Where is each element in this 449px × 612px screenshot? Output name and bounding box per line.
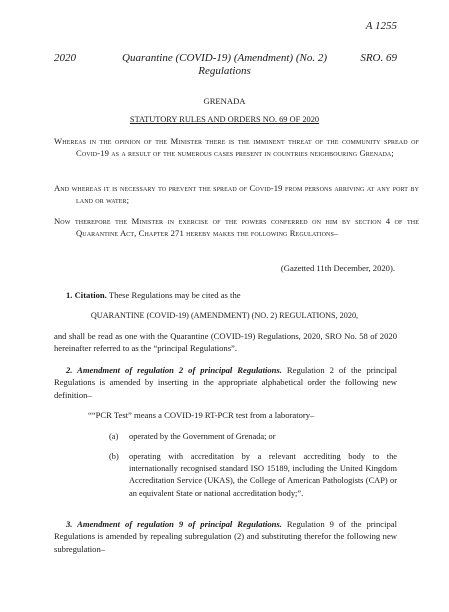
item-a-label: (a) — [109, 432, 119, 441]
page-reference: A 1255 — [365, 20, 397, 32]
section-3-amendment — [54, 518, 397, 555]
definition-item-a — [109, 431, 397, 443]
header-year: 2020 — [54, 52, 76, 64]
section-1-heading: 1. Citation. — [66, 290, 107, 300]
item-b-label: (b) — [109, 452, 119, 461]
section-3-text: Regulation 9 of the principal Regulations is amended by repealing subregulation (2) and substituting therefor the following new subregulation– — [54, 519, 398, 554]
section-1-text: These Regulations may be cited as the — [106, 290, 241, 300]
header-title-line2: Regulations — [198, 65, 251, 77]
item-b-text: operating with accreditation by a relevant accrediting body to the internationally recognised standard ISO 15189, including the United Kingdom Accreditation Service (UKAS), the College of American Pathologists (CAP) or an equivalent State or national accreditation body;”. — [129, 452, 397, 498]
section-1-continuation: and shall be read as one with the Quarantine (COVID-19) Regulations, 2020, SRO No. 58 of 2020 hereinafter referred to as the “principal Regulations”. — [54, 331, 397, 354]
definition-item-b — [109, 451, 397, 500]
section-2-amendment — [54, 364, 397, 401]
header-title-line1: Quarantine (COVID-19) (Amendment) (No. 2) — [122, 52, 327, 64]
preamble-whereas-1: Whereas in the opinion of the Minister there is the imminent threat of the community spread of Covid-19 as a result of the numerous cases present in countries neighbouring Grenada; — [54, 136, 419, 159]
gazetted-date: (Gazetted 11th December, 2020). — [280, 263, 395, 273]
section-2-heading: 2. Amendment of regulation 2 of principal Regulations. — [66, 365, 282, 375]
country-heading: GRENADA — [203, 96, 246, 106]
header-sro: SRO. 69 — [360, 52, 397, 64]
preamble-whereas-2: And whereas it is necessary to prevent the spread of Covid-19 from persons arriving at any port by land or water; — [54, 183, 419, 206]
pcr-test-definition: ““PCR Test” means a COVID-19 RT-PCR test from a laboratory– — [88, 410, 315, 420]
section-3-heading: 3. Amendment of regulation 9 of principal Regulations. — [66, 519, 282, 529]
section-2-text: Regulation 2 of the principal Regulations is amended by inserting in the appropriate alphabetical order the following new definition– — [54, 365, 398, 400]
short-title: QUARANTINE (COVID-19) (AMENDMENT) (NO. 2) REGULATIONS, 2020, — [90, 311, 359, 320]
preamble-now-therefore: Now therefore the Minister in exercise of the powers conferred on him by section 4 of the Quarantine Act, Chapter 271 hereby makes the following Regulations– — [54, 216, 419, 239]
item-a-text: operated by the Government of Grenada; or — [129, 432, 276, 441]
statutory-line: STATUTORY RULES AND ORDERS NO. 69 OF 2020 — [129, 115, 320, 124]
section-1-citation — [54, 289, 397, 301]
